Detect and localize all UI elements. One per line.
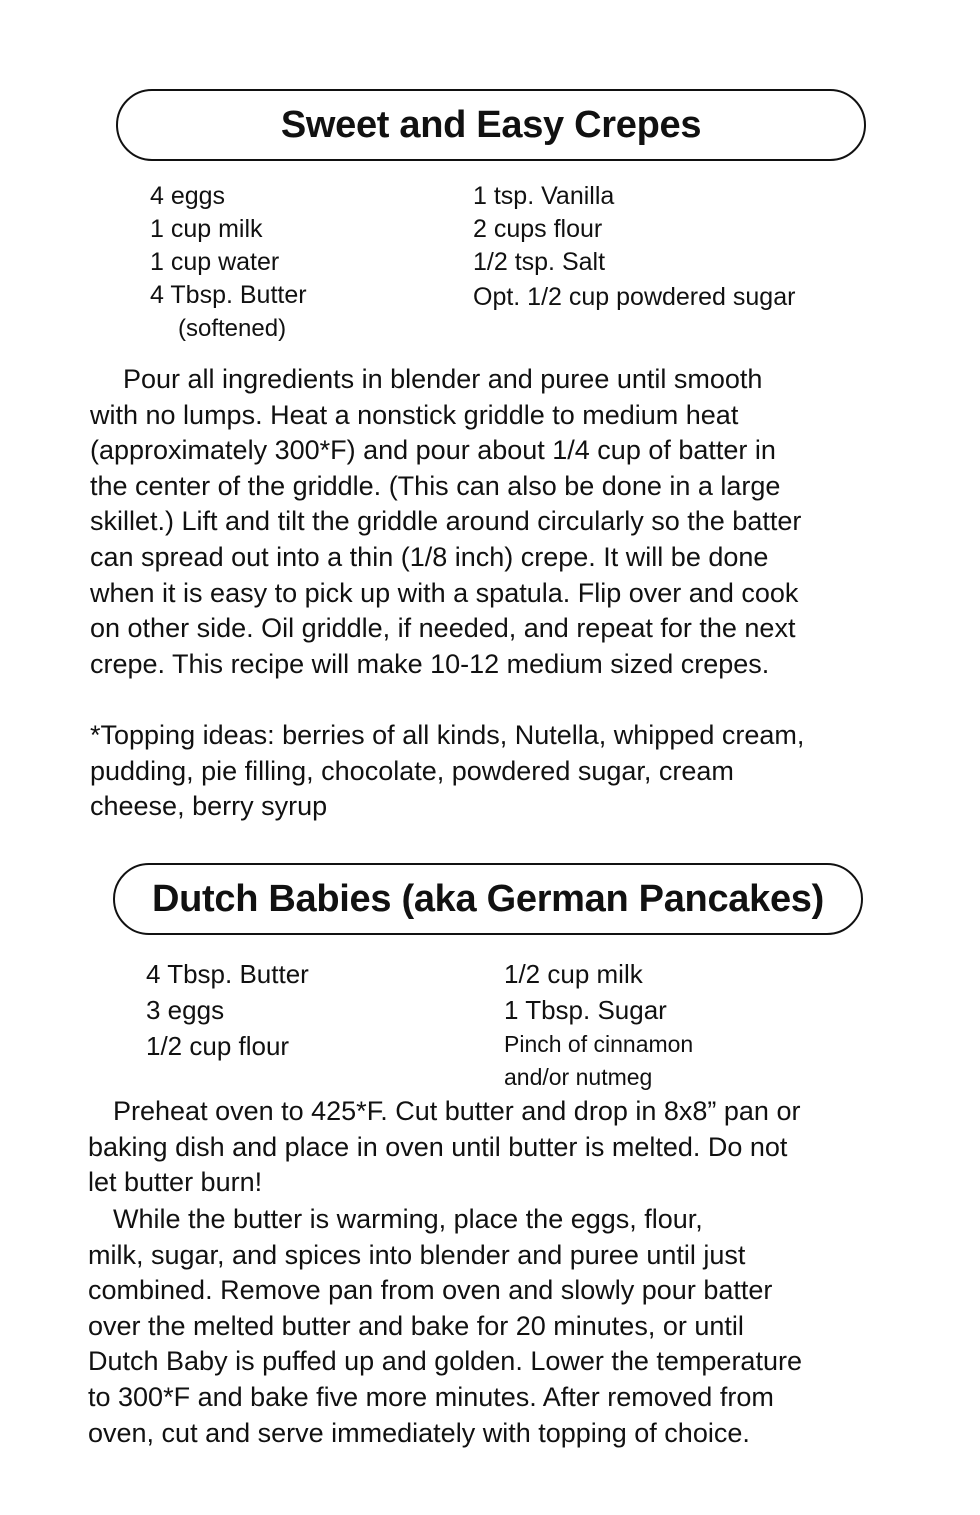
text-line: *Topping ideas: berries of all kinds, Nutella, whipped cream, bbox=[90, 720, 805, 750]
text-line: on other side. Oil griddle, if needed, and repeat for the next bbox=[90, 613, 796, 644]
instructions-crepes bbox=[90, 362, 910, 682]
text-line: to 300*F and bake five more minutes. After removed from bbox=[88, 1381, 774, 1412]
text-line: milk, sugar, and spices into blender and puree until just bbox=[88, 1239, 746, 1270]
ingredient-item: 4 Tbsp. Butter bbox=[150, 281, 307, 309]
ingredients-left-crepes bbox=[150, 180, 307, 345]
ingredient-item: and/or nutmeg bbox=[504, 1064, 653, 1090]
text-line: oven, cut and serve immediately with topping of choice. bbox=[88, 1417, 750, 1448]
ingredient-item: 1/2 tsp. Salt bbox=[473, 248, 606, 276]
text-line: can spread out into a thin (1/8 inch) crepe. It will be done bbox=[90, 541, 769, 572]
ingredient-item: 1/2 cup flour bbox=[146, 1031, 290, 1061]
text-line: pudding, pie filling, chocolate, powdered sugar, cream bbox=[90, 755, 734, 786]
text-line: Pour all ingredients in blender and puree until smooth bbox=[123, 364, 763, 394]
ingredients-right-dutch-babies bbox=[504, 956, 693, 1094]
text-line: skillet.) Lift and tilt the griddle around circularly so the batter bbox=[90, 506, 802, 537]
text-line: let butter burn! bbox=[88, 1167, 263, 1198]
ingredient-item: 1 Tbsp. Sugar bbox=[504, 995, 667, 1025]
recipe-title-crepes: Sweet and Easy Crepes bbox=[116, 89, 866, 161]
text-line: (approximately 300*F) and pour about 1/4 cup of batter in bbox=[90, 435, 776, 466]
text-line: Dutch Baby is puffed up and golden. Lower the temperature bbox=[88, 1346, 802, 1377]
ingredient-item: 1 cup milk bbox=[150, 215, 263, 243]
ingredient-item: 4 Tbsp. Butter bbox=[146, 959, 309, 989]
ingredient-item: 2 cups flour bbox=[473, 215, 603, 243]
instructions-dutch-babies-part1 bbox=[88, 1094, 908, 1201]
text-line: when it is easy to pick up with a spatula. Flip over and cook bbox=[90, 577, 799, 608]
text-line: with no lumps. Heat a nonstick griddle to medium heat bbox=[90, 399, 739, 430]
ingredient-item: 1/2 cup milk bbox=[504, 959, 643, 989]
ingredient-item: 3 eggs bbox=[146, 995, 225, 1025]
recipe-title-dutch-babies: Dutch Babies (aka German Pancakes) bbox=[113, 863, 863, 935]
instructions-dutch-babies-part2 bbox=[88, 1202, 908, 1451]
ingredient-item: Pinch of cinnamon bbox=[504, 1031, 694, 1057]
topping-ideas bbox=[90, 718, 910, 825]
ingredients-left-dutch-babies bbox=[146, 956, 309, 1064]
ingredients-right-crepes bbox=[473, 180, 795, 314]
text-line: the center of the griddle. (This can also be done in a large bbox=[90, 470, 781, 501]
text-line: Preheat oven to 425*F. Cut butter and drop in 8x8” pan or bbox=[113, 1096, 801, 1126]
text-line: crepe. This recipe will make 10-12 medium sized crepes. bbox=[90, 648, 770, 679]
text-line: combined. Remove pan from oven and slowly pour batter bbox=[88, 1275, 773, 1306]
ingredient-item: Opt. 1/2 cup powdered sugar bbox=[473, 283, 796, 311]
text-line: cheese, berry syrup bbox=[90, 791, 328, 822]
text-line: over the melted butter and bake for 20 minutes, or until bbox=[88, 1310, 744, 1341]
ingredient-note: (softened) bbox=[178, 315, 287, 342]
text-line: baking dish and place in oven until butter is melted. Do not bbox=[88, 1131, 788, 1162]
ingredient-item: 1 cup water bbox=[150, 248, 280, 276]
ingredient-item: 4 eggs bbox=[150, 182, 226, 210]
text-line: While the butter is warming, place the eggs, flour, bbox=[113, 1204, 703, 1234]
ingredient-item: 1 tsp. Vanilla bbox=[473, 182, 615, 210]
